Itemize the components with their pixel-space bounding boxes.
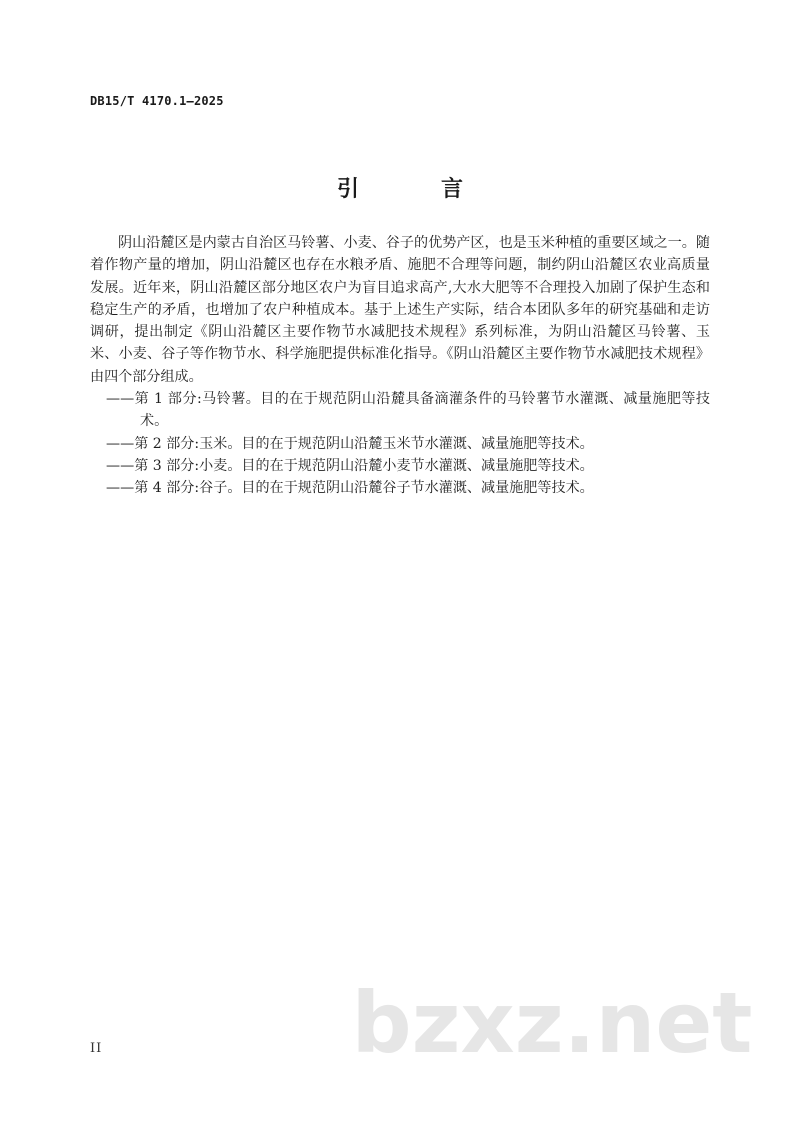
part-item-3: ——第 3 部分:小麦。目的在于规范阴山沿麓小麦节水灌溉、减量施肥等技术。 [106, 457, 594, 474]
part-item-4: ——第 4 部分:谷子。目的在于规范阴山沿麓谷子节水灌溉、减量施肥等技术。 [106, 480, 594, 497]
document-code: DB15/T 4170.1—2025 [90, 94, 224, 108]
body-text [90, 232, 710, 500]
page-number: II [90, 1041, 103, 1056]
intro-paragraph: 阴山沿麓区是内蒙古自治区马铃薯、小麦、谷子的优势产区，也是玉米种植的重要区域之一。随着作物产量的增加，阴山沿麓区也存在水粮矛盾、施肥不合理等问题，制约阴山沿麓区农业高质量发展。近年来，阴山沿麓区部分地区农户为盲目追求高产,大水大肥等不合理投入加剧了保护生态和稳定生产的矛盾，也增加了农户种植成本。基于上述生产实际，结合本团队多年的研究基础和走访调研，提出制定《阴山沿麓区主要作物节水减肥技术规程》系列标准，为阴山沿麓区马铃薯、玉米、小麦、谷子等作物节水、科学施肥提供标准化指导。《阴山沿麓区主要作物节水减肥技术规程》由四个部分组成。 [90, 235, 710, 385]
watermark-logo [351, 974, 753, 1072]
page-title: 引 言 [336, 177, 493, 202]
part-item-1: ——第 1 部分:马铃薯。目的在于规范阴山沿麓具备滴灌条件的马铃薯节水灌溉、减量施肥等技术。 [106, 391, 710, 430]
part-item-2: ——第 2 部分:玉米。目的在于规范阴山沿麓玉米节水灌溉、减量施肥等技术。 [106, 435, 594, 452]
watermark-text: bzxz.net [351, 974, 753, 1072]
